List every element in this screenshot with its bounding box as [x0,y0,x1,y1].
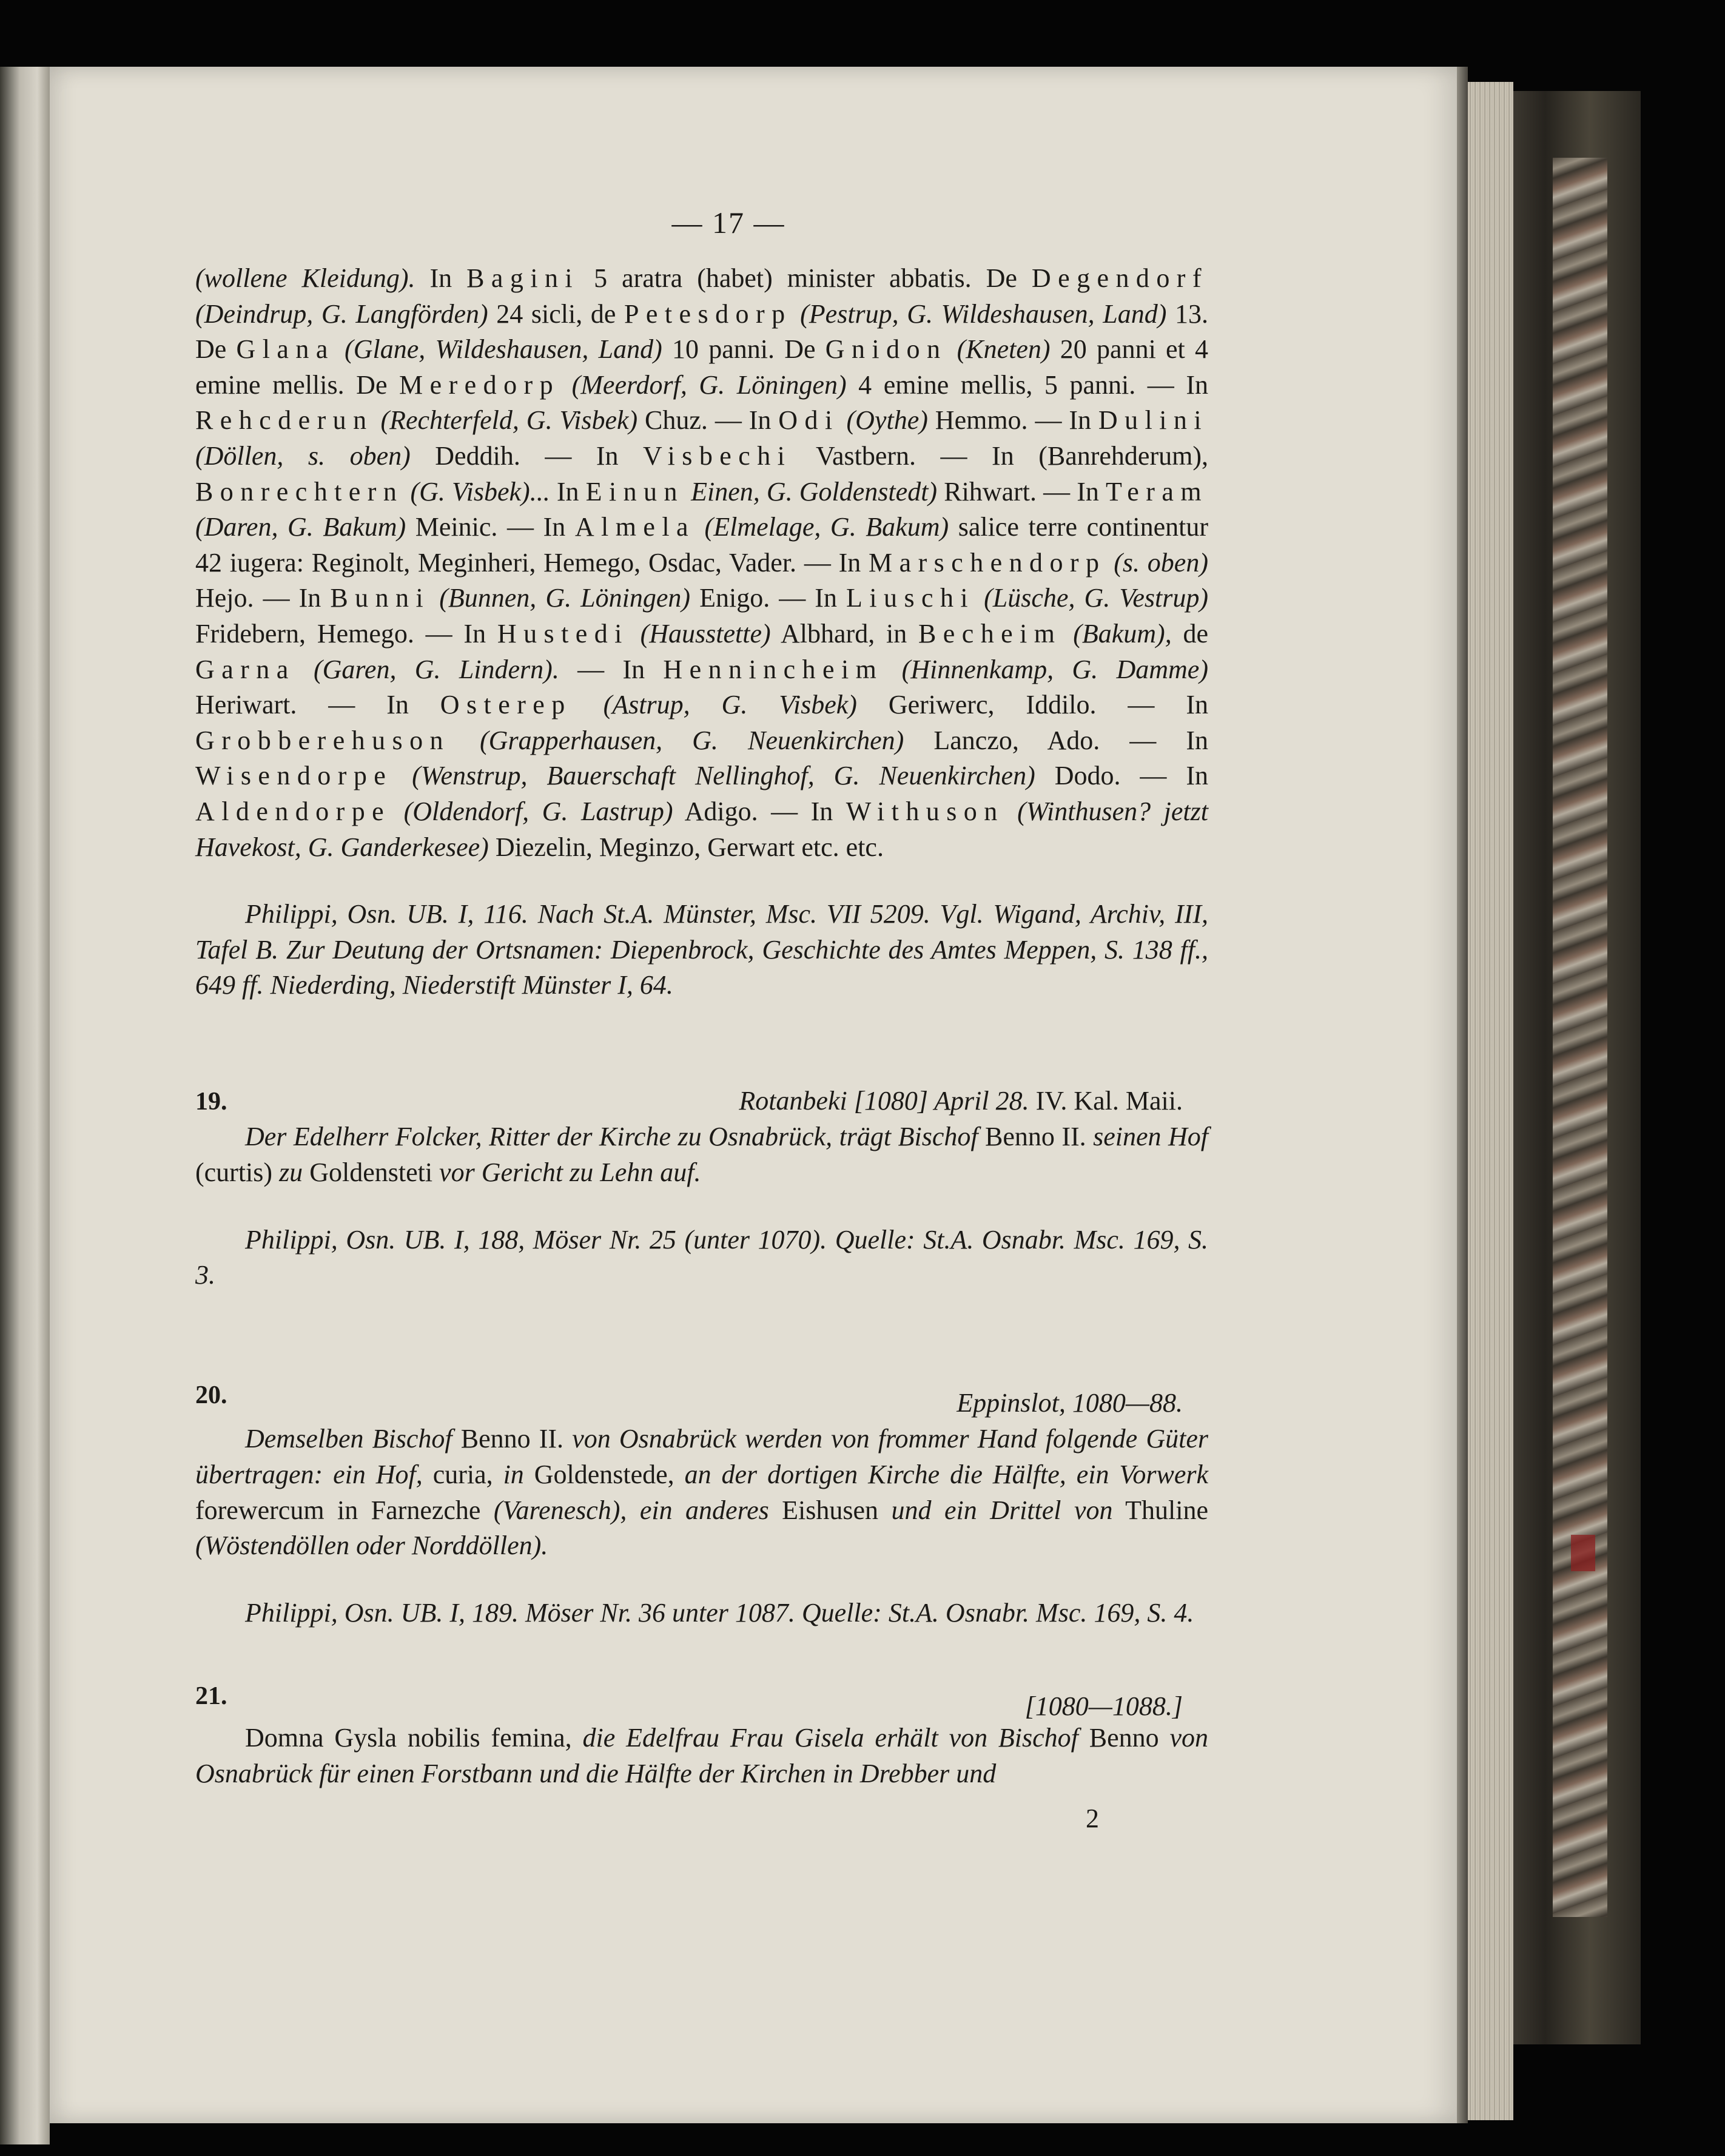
left-page-edge [0,67,50,2144]
spaced-place-name: Wisendorpe [195,761,393,791]
text-run: 24 sicli, de [488,298,625,329]
italic-run: (Rechterfeld, G. Visbek) [373,405,638,436]
page-gutter [1457,67,1468,2123]
text-run: Heriwart. — In [195,690,440,720]
text-run: In [415,263,467,293]
entry-summary [195,1720,1208,1791]
text-run: Rihwart. — In [937,476,1106,507]
entry-date-roman: IV. Kal. Maii. [1029,1085,1183,1116]
italic-run: vor Gericht zu Lehn auf. [439,1157,701,1188]
text-run: Benno [1078,1723,1170,1753]
italic-run: (Deindrup, G. Langförden) [195,298,488,329]
italic-run: (Daren, G. Bakum) [195,512,406,542]
spacer [195,865,1208,897]
text-run: Thuline [1112,1495,1208,1525]
italic-run: (Elmelage, G. Bakum) [694,512,949,542]
entry-19 [195,1083,1208,1293]
entry-date-place: [1080—1088.] [1024,1691,1183,1722]
entry-number: 21. [195,1682,227,1711]
text-run: Deddih. — In [410,440,644,471]
text-run: In [550,476,586,507]
text-run: Albhard, in [770,618,918,648]
spaced-place-name: Visbechi [643,440,792,471]
italic-run: (Wöstendöllen oder Norddöllen). [195,1531,548,1561]
page-text [195,261,1208,1791]
text-run: Domna Gysla nobilis femina, [245,1723,583,1753]
spaced-place-name: Garna [195,654,295,684]
text-run: salice terre continentur 42 iugera: Reginolt, Meginheri, Hemego, Osdac, Vader. — In [195,512,1208,578]
text-run: Hejo. — In [195,583,331,613]
italic-run: (Grapperhausen, G. Neuenkirchen) [449,725,904,755]
italic-run: in [503,1460,524,1490]
text-run: — In [559,654,664,684]
spaced-place-name: Grobberehuson [195,725,450,755]
italic-run: (Garen, G. Lindern). [295,654,559,684]
spaced-place-name: Gnidon [825,334,947,365]
text-run: Eishusen [768,1495,892,1525]
marbled-cover-accent [1571,1535,1595,1571]
text-run: Benno II. [978,1122,1094,1152]
spaced-place-name: Becheim [918,618,1062,648]
entry-number: 20. [195,1381,227,1409]
spaced-place-name: Rehcderun [195,405,374,436]
spaced-place-name: Withuson [846,796,1004,826]
italic-run: (Pestrup, G. Wildeshausen, Land) [792,298,1167,329]
spacer [195,1564,1208,1595]
spaced-place-name: Meredorp [399,369,560,400]
text-run: Fridebern, Hemego. — In [195,618,497,648]
text-run: Vastbern. — In (Banrehderum), [792,440,1208,471]
italic-run: und ein Drittel von [891,1495,1113,1525]
text-run: de [1171,618,1209,648]
text-run: 13. De [195,298,1209,365]
spaced-place-name: Osterep [440,690,572,720]
italic-run: Einen, G. Goldenstedt) [684,476,938,507]
page-stack-edge [1468,82,1513,2120]
spacer [195,1293,1208,1377]
italic-run: (Varenesch), ein anderes [493,1495,769,1525]
continuation-source: Philippi, Osn. UB. I, 116. Nach St.A. Münster, Msc. VII 5209. Vgl. Wigand, Archiv, III, Tafel B. Zur Deutung der Ortsnamen: Diepenbrock, Geschichte des Amtes Meppen, S. 138 ff., 649 ff. Niederding, Niederstift Münster I, 64. [195,899,1208,1000]
italic-run: (s. oben) [1106,547,1208,578]
spaced-place-name: Odi [778,405,839,436]
italic-run: (Bakum), [1061,618,1172,648]
text-run: Geriwerc, Iddilo. — In [856,690,1209,720]
spaced-place-name: Henninchеim [663,654,884,684]
text-run: 10 panni. De [662,334,826,365]
entry-header [195,1678,1208,1722]
entry-header [195,1377,1208,1418]
text-run: (curtis) [195,1157,280,1188]
italic-run: von Osnabrück für einen Forstbann und die Hälfte der Kirchen in Drebber und [195,1723,1208,1788]
italic-run: von Osnabrück werden von frommer Hand folgende Güter übertragen: ein Hof, [195,1424,1209,1490]
text-run: 5 aratra (habet) minister abbatis. De [579,263,1032,293]
spaced-place-name: Dulini [1098,405,1208,436]
text-run: Goldenstede, [523,1460,685,1490]
spaced-place-name: Petesdorp [624,298,792,329]
italic-run: (Astrup, G. Visbek) [571,690,857,720]
text-run: Dodo. — In [1035,761,1208,791]
entry-date-place: Eppinslot, 1080—88. [957,1387,1183,1418]
spaced-place-name: Almela [574,512,695,542]
text-run: Goldensteti [303,1157,440,1188]
text-run: Chuz. — In [637,405,779,436]
continuation-paragraph [195,261,1208,865]
italic-run: (Winthusen? jetzt Havekost, G. Ganderkesee) [195,796,1208,862]
italic-run: (Lüsche, G. Vestrup) [975,583,1208,613]
entry-date [957,1386,1183,1421]
spaced-place-name: Bunni [330,583,431,613]
entry-21 [195,1678,1208,1791]
italic-run: (Glane, Wildeshausen, Land) [334,334,662,365]
entry-number: 19. [195,1087,227,1116]
italic-run: (Hinnenkamp, G. Damme) [883,654,1208,684]
entry-20 [195,1377,1208,1631]
spacer [195,1191,1208,1222]
italic-run: (Döllen, s. oben) [195,440,411,471]
italic-run: Der Edelherr Folcker, Ritter der Kirche zu Osnabrück, trägt Bischof [245,1122,978,1152]
spaced-place-name: Bagini [466,263,580,293]
spacer [195,1631,1208,1678]
italic-run: seinen Hof [1093,1122,1209,1152]
entry-header [195,1083,1208,1120]
italic-run: (Kneten) [947,334,1051,365]
entry-source: Philippi, Osn. UB. I, 188, Möser Nr. 25 (unter 1070). Quelle: St.A. Osnabr. Msc. 169, S. 3. [195,1224,1208,1290]
spaced-place-name: Degendorf [1031,263,1208,293]
marbled-cover [1553,158,1607,1917]
text-run: curia, [422,1460,503,1490]
entry-summary [195,1421,1208,1563]
spaced-place-name: Einun [585,476,684,507]
entry-source: Philippi, Osn. UB. I, 189. Möser Nr. 36 unter 1087. Quelle: St.A. Osnabr. Msc. 169, S. 4. [245,1597,1194,1628]
spaced-place-name: Bonrechtern [195,476,404,507]
entry-date-place: Rotanbeki [1080] April 28. [739,1085,1029,1116]
text-run: Diezelin, Meginzo, Gerwart etc. etc. [488,832,884,862]
italic-run: (Oldendorf, G. Lastrup) [391,796,673,826]
text-run: forewercum in Farnezche [195,1495,494,1525]
italic-run: (wollene Kleidung). [195,263,415,293]
text-run: 4 emine mellis, 5 panni. — In [846,369,1208,400]
italic-run: (Hausstette) [628,618,771,648]
spaced-place-name: Glana [236,334,335,365]
italic-run: (Bunnen, G. Löningen) [430,583,691,613]
text-run: Lanczo, Ado. — In [904,725,1209,755]
entry-summary [195,1119,1208,1190]
italic-run: Demselben Bischof [245,1424,452,1454]
text-run: 20 panni et 4 emine mellis. De [195,334,1208,400]
italic-run: (G. Visbek)... [403,476,550,507]
text-run: Enigo. — In [690,583,847,613]
text-run: Adigo. — In [673,796,846,826]
text-run: Benno II. [452,1424,573,1454]
italic-run: (Oythe) [839,405,928,436]
italic-run: (Meerdorf, G. Löningen) [560,369,847,400]
entry-date [739,1083,1183,1119]
spaced-place-name: Liuschi [846,583,975,613]
spaced-place-name: Hustedi [497,618,629,648]
spacer [195,1003,1208,1083]
spaced-place-name: Marschendorp [869,547,1106,578]
spaced-place-name: Aldendorpe [195,796,391,826]
page-number: — 17 — [671,206,785,240]
text-run: Meinic. — In [406,512,575,542]
italic-run: zu [279,1157,303,1188]
sheet-signature: 2 [1086,1804,1099,1833]
italic-run: an der dortigen Kirche die Hälfte, ein Vorwerk [684,1460,1209,1490]
text-run: Hemmo. — In [927,405,1098,436]
entry-date [1025,1689,1183,1725]
italic-run: (Wenstrup, Bauerschaft Nellinghof, G. Neuenkirchen) [392,761,1035,791]
italic-run: die Edelfrau Frau Gisela erhält von Bischof [582,1723,1078,1753]
spaced-place-name: Teram [1106,476,1208,507]
